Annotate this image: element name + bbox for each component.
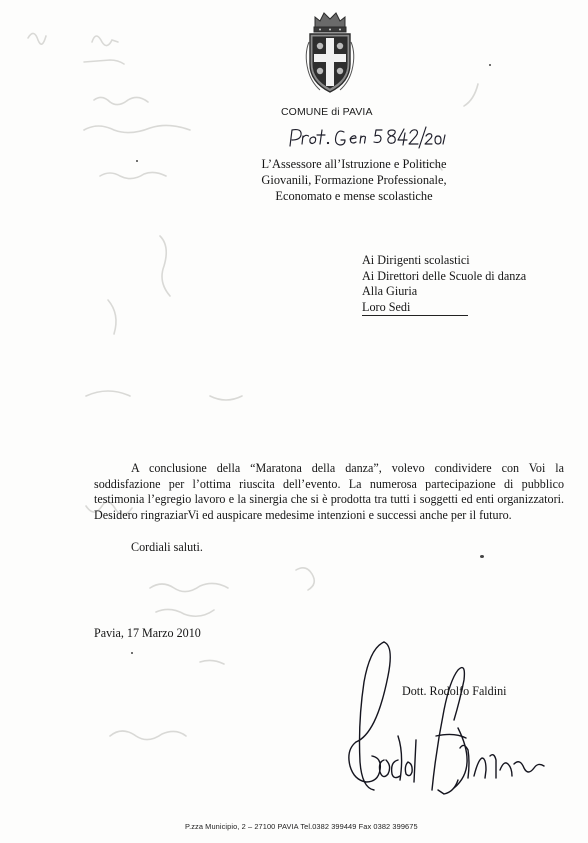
signer-name: Dott. Rodolfo Faldini xyxy=(402,684,507,698)
address-footer: P.zza Municipio, 2 – 27100 PAVIA Tel.0382 399449 Fax 0382 399675 xyxy=(185,822,418,831)
scan-speck xyxy=(131,652,133,654)
body-paragraph: A conclusione della “Maratona della danza”, volevo condividere con Voi la soddisfazione per l’ottima riuscita dell’evento. La numerosa partecipazione di pubblico testimonia l’egregio lavoro e la sinergia che si è prodotta tra tutti i soggetti ed enti organizzatori. Desidero ringraziarVi ed auspicare medesime intenzioni e successi anche per il futuro. xyxy=(94,461,564,522)
sender-line-2: Giovanili, Formazione Professionale, xyxy=(261,173,447,187)
recipients-block xyxy=(362,253,526,316)
scan-speck xyxy=(480,555,484,558)
municipality-name: COMUNE di PAVIA xyxy=(281,106,373,118)
letter-body xyxy=(94,461,564,523)
recipient-line: Loro Sedi xyxy=(362,300,468,317)
pavia-coat-of-arms-logo xyxy=(302,8,358,98)
handwritten-signature xyxy=(340,640,560,810)
place-and-date: Pavia, 17 Marzo 2010 xyxy=(94,626,201,640)
recipient-line: Ai Dirigenti scolastici xyxy=(362,253,470,267)
scan-speck xyxy=(136,160,138,162)
scan-speck xyxy=(489,64,491,66)
recipient-line: Alla Giuria xyxy=(362,284,418,298)
recipient-line: Ai Direttori delle Scuole di danza xyxy=(362,268,527,283)
sender-line-3: Economato e mense scolastiche xyxy=(275,189,433,203)
sender-line-1: L’Assessore all’Istruzione e Politiche xyxy=(261,157,447,171)
sender-block xyxy=(229,156,479,204)
handwritten-protocol-number xyxy=(286,124,446,150)
closing-salutation: Cordiali saluti. xyxy=(131,540,203,554)
